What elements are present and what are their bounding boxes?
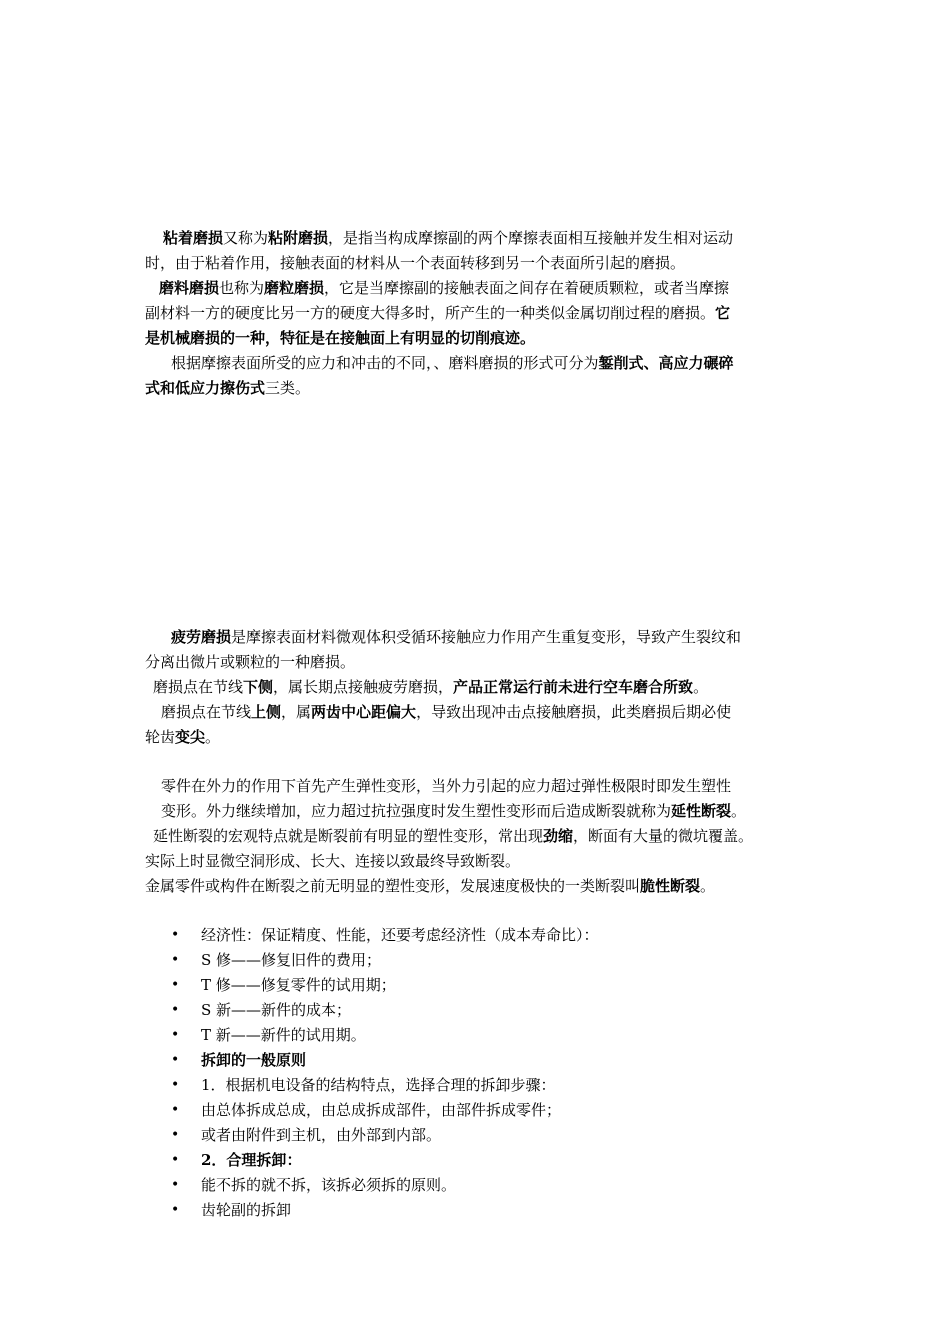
p5-line1 xyxy=(153,677,708,697)
text-bold: 它 xyxy=(715,304,731,322)
bullet-marker: • xyxy=(171,977,180,993)
term-abrasive-wear: 磨料磨损 xyxy=(159,279,220,297)
text: 磨损点在节线 xyxy=(161,703,252,721)
list-item: 能不拆的就不拆，该拆必须拆的原则。 xyxy=(201,1176,457,1194)
term-adhesive-wear: 粘着磨损 xyxy=(163,229,224,247)
text: ，断面有大量的微坑覆盖。 xyxy=(573,827,754,845)
bullet-marker: • xyxy=(171,1177,180,1193)
term-grain-wear: 磨粒磨损 xyxy=(264,279,325,297)
p7-line5 xyxy=(145,876,715,896)
p1-line2 xyxy=(145,253,685,273)
text: ，导致出现冲击点接触磨损，此类磨损后期必使 xyxy=(416,703,732,721)
p2-line3 xyxy=(145,328,535,348)
text: 副材料一方的硬度比另一方的硬度大得多时，所产生的一种类似金属切削过程的磨损。 xyxy=(145,304,716,322)
p4-line2 xyxy=(145,652,355,672)
list-item: T 修——修复零件的试用期； xyxy=(201,976,396,994)
bullet-marker: • xyxy=(171,1002,180,1018)
text-bold: 变尖 xyxy=(175,728,206,746)
term-necking: 劲缩 xyxy=(543,827,574,845)
text: 变形。外力继续增加，应力超过抗拉强度时发生塑性变形而后造成断裂就称为 xyxy=(161,802,672,820)
text: 磨损点在节线 xyxy=(153,678,244,696)
p2-line2 xyxy=(145,303,730,323)
bullet-marker: • xyxy=(171,1077,180,1093)
text-bold: 上侧 xyxy=(251,703,282,721)
text: 。 xyxy=(731,802,747,820)
p7-line4 xyxy=(145,851,520,871)
text-bold: 两齿中心距偏大 xyxy=(311,703,417,721)
list-item: 拆卸的一般原则 xyxy=(201,1051,307,1069)
list-item: S 新——新件的成本； xyxy=(201,1001,352,1019)
p3-line2 xyxy=(145,378,310,398)
text-bold: 式和低应力擦伤式 xyxy=(145,379,266,397)
p7-line3 xyxy=(153,826,753,846)
text: 。 xyxy=(693,678,709,696)
text: 也称为 xyxy=(219,279,265,297)
bullet-marker: • xyxy=(171,1152,180,1168)
text-bold: 錾削式、高应力碾碎 xyxy=(598,354,734,372)
bullet-marker: • xyxy=(171,1027,180,1043)
list-item: T 新——新件的试用期。 xyxy=(201,1026,366,1044)
p1-line1 xyxy=(163,228,733,248)
text-bold: 下侧 xyxy=(243,678,274,696)
bullet-marker: • xyxy=(171,952,180,968)
text: 金属零件或构件在断裂之前无明显的塑性变形，发展速度极快的一类断裂叫 xyxy=(145,877,641,895)
text: 时，由于粘着作用，接触表面的材料从一个表面转移到另一个表面所引起的磨损。 xyxy=(145,254,686,272)
term-adhesion-wear: 粘附磨损 xyxy=(268,229,329,247)
text: 轮齿 xyxy=(145,728,176,746)
text: 。 xyxy=(700,877,716,895)
term-brittle-fracture: 脆性断裂 xyxy=(640,877,701,895)
list-item: 2．合理拆卸： xyxy=(201,1151,302,1169)
list-item: 由总体拆成总成，由总成拆成部件，由部件拆成零件； xyxy=(201,1101,562,1119)
text: 分离出微片或颗粒的一种磨损。 xyxy=(145,653,356,671)
p6-line2 xyxy=(145,727,220,747)
list-item: 经济性：保证精度、性能，还要考虑经济性（成本寿命比）： xyxy=(201,926,599,944)
text: ，它是当摩擦副的接触表面之间存在着硬质颗粒，或者当摩擦 xyxy=(324,279,730,297)
text: 。 xyxy=(205,728,221,746)
list-item: 齿轮副的拆卸 xyxy=(201,1201,292,1219)
text: 三类。 xyxy=(265,379,311,397)
bullet-marker: • xyxy=(171,927,180,943)
list-item: 1．根据机电设备的结构特点，选择合理的拆卸步骤： xyxy=(201,1076,556,1094)
p7-line1 xyxy=(161,776,731,796)
text: 根据摩擦表面所受的应力和冲击的不同，、磨料磨损的形式可分为 xyxy=(171,354,599,372)
text: ，是指当构成摩擦副的两个摩擦表面相互接触并发生相对运动 xyxy=(328,229,734,247)
list-item: 或者由附件到主机，由外部到内部。 xyxy=(201,1126,442,1144)
text: 又称为 xyxy=(223,229,269,247)
text-bold: 产品正常运行前未进行空车磨合所致 xyxy=(453,678,694,696)
p6-line1 xyxy=(161,702,731,722)
text-bold: 是机械磨损的一种，特征是在接触面上有明显的切削痕迹。 xyxy=(145,329,536,347)
p3-line1 xyxy=(171,353,734,373)
list-item: S 修——修复旧件的费用； xyxy=(201,951,382,969)
text: 零件在外力的作用下首先产生弹性变形，当外力引起的应力超过弹性极限时即发生塑性 xyxy=(161,777,732,795)
text: 是摩擦表面材料微观体积受循环接触应力作用产生重复变形，导致产生裂纹和 xyxy=(231,628,742,646)
bullet-marker: • xyxy=(171,1127,180,1143)
bullet-marker: • xyxy=(171,1202,180,1218)
text: 延性断裂的宏观特点就是断裂前有明显的塑性变形，常出现 xyxy=(153,827,544,845)
bullet-marker: • xyxy=(171,1052,180,1068)
bullet-marker: • xyxy=(171,1102,180,1118)
text: ，属长期点接触疲劳磨损， xyxy=(273,678,454,696)
p2-line1 xyxy=(159,278,729,298)
p4-line1 xyxy=(171,627,741,647)
text: 实际上时显微空洞形成、长大、连接以致最终导致断裂。 xyxy=(145,852,521,870)
term-ductile-fracture: 延性断裂 xyxy=(671,802,732,820)
term-fatigue-wear: 疲劳磨损 xyxy=(171,628,232,646)
p7-line2 xyxy=(161,801,746,821)
text: ，属 xyxy=(281,703,312,721)
